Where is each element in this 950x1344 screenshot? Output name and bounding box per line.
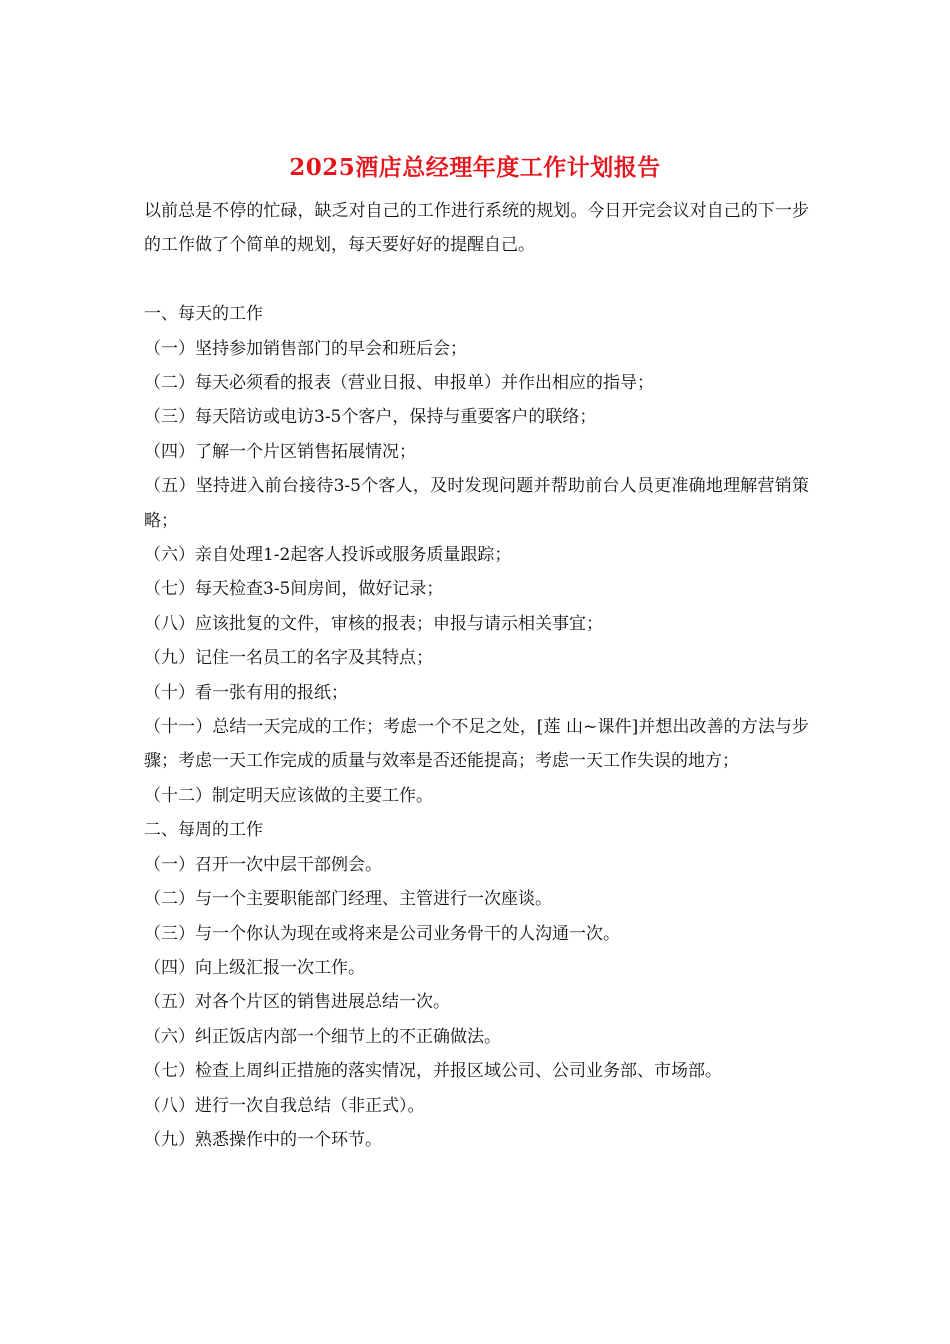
weekly-item: （二）与一个主要职能部门经理、主管进行一次座谈。 [144,889,552,910]
weekly-item: （八）进行一次自我总结（非正式）。 [144,1095,425,1116]
document-title: 2025酒店总经理年度工作计划报告 [289,154,661,181]
weekly-item: （四）向上级汇报一次工作。 [144,957,365,978]
section-heading-daily: 一、每天的工作 [144,304,263,325]
daily-item: （七）每天检查3-5间房间，做好记录； [144,579,444,600]
daily-item: （二）每天必须看的报表（营业日报、申报单）并作出相应的指导； [144,373,654,394]
daily-item: （三）每天陪访或电访3-5个客户，保持与重要客户的联络； [144,407,597,428]
weekly-item: （七）检查上周纠正措施的落实情况，并报区域公司、公司业务部、市场部。 [144,1061,722,1082]
blank-line [144,263,809,297]
section-heading-weekly: 二、每周的工作 [144,820,263,841]
weekly-item: （一）召开一次中层干部例会。 [144,854,382,875]
daily-item: （十一）总结一天完成的工作；考虑一个不足之处，[莲 山~课件]并想出改善的方法与步骤；考虑一天工作完成的质量与效率是否还能提高；考虑一天工作失误的地方； [144,717,809,772]
intro-paragraph: 以前总是不停的忙碌，缺乏对自己的工作进行系统的规划。今日开完会议对自己的下一步的工作做了个简单的规划，每天要好好的提醒自己。 [144,201,809,256]
daily-item: （十二）制定明天应该做的主要工作。 [144,785,433,806]
weekly-item: （三）与一个你认为现在或将来是公司业务骨干的人沟通一次。 [144,923,620,944]
daily-item: （五）坚持进入前台接待3-5个客人，及时发现问题并帮助前台人员更准确地理解营销策略； [144,476,809,531]
daily-item: （八）应该批复的文件，审核的报表；申报与请示相关事宜； [144,613,603,634]
daily-item: （六）亲自处理1-2起客人投诉或服务质量跟踪； [144,545,512,566]
daily-item: （四）了解一个片区销售拓展情况； [144,441,416,462]
weekly-item: （六）纠正饭店内部一个细节上的不正确做法。 [144,1026,501,1047]
daily-item: （十）看一张有用的报纸； [144,682,348,703]
daily-item: （九）记住一名员工的名字及其特点； [144,648,433,669]
weekly-item: （九）熟悉操作中的一个环节。 [144,1129,382,1150]
document-body [144,194,809,1157]
weekly-item: （五）对各个片区的销售进展总结一次。 [144,992,450,1013]
daily-item: （一）坚持参加销售部门的早会和班后会； [144,338,467,359]
